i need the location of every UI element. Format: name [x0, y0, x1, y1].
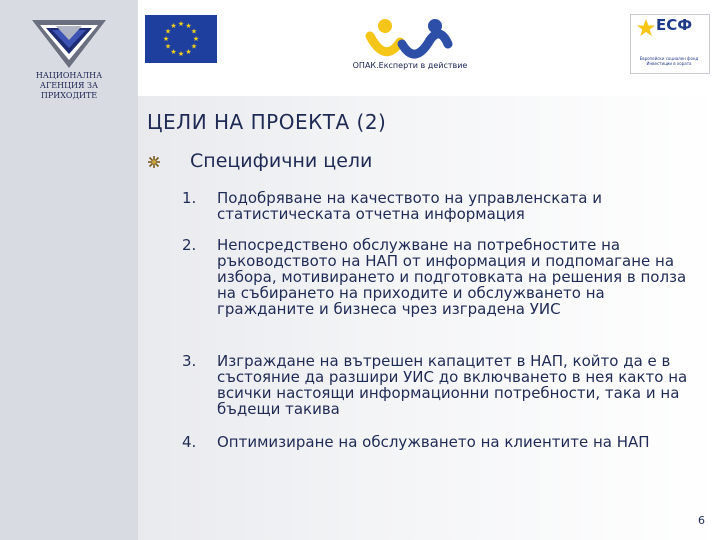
list-item-number: 4.	[182, 433, 197, 451]
asterisk-bullet-icon	[147, 155, 161, 169]
list-item-text: Изграждане на вътрешен капацитет в НАП, който да е в състояние да разшири УИС до включването в нея както на всички настоящи информационни потребности, така и на бъдещи такива	[217, 352, 688, 418]
opak-logo	[340, 14, 480, 80]
nap-logo	[30, 16, 108, 70]
list-item	[182, 434, 702, 450]
list-item-number: 1.	[182, 189, 197, 207]
esf-tagline-line-2: Инвестиции в хората	[646, 61, 692, 66]
list-item-text: Подобряване на качеството на управленската и статистическата отчетна информация	[217, 189, 603, 223]
list-item-number: 2.	[182, 236, 197, 254]
page-number: 6	[698, 514, 705, 527]
slide-subtitle: Специфични цели	[190, 150, 373, 172]
list-item-text: Оптимизиране на обслужването на клиентите на НАП	[217, 433, 650, 451]
svg-text:★: ★	[192, 35, 200, 43]
list-item-text: Непосредствено обслужване на потребностите на ръководството на НАП от информация и подпомагане на избора, мотивирането и подготовката на решения в полза на събирането на приходите и обслужването на гражданите и бизнеса чрез изградена УИС	[217, 236, 687, 318]
eu-flag-logo	[145, 15, 217, 63]
svg-text:★: ★	[170, 48, 177, 56]
esf-star-icon	[636, 18, 656, 38]
list-item	[182, 237, 702, 317]
opak-caption: ОПАК.Експерти в действие	[352, 61, 468, 70]
svg-text:★: ★	[185, 22, 192, 30]
agency-name-line-3: ПРИХОДИТЕ	[40, 91, 98, 100]
svg-text:★: ★	[164, 27, 172, 36]
agency-name	[24, 71, 114, 101]
svg-text:★: ★	[177, 50, 185, 58]
svg-text:★: ★	[177, 20, 185, 28]
svg-text:★: ★	[162, 35, 170, 43]
list-item-number: 3.	[182, 352, 197, 370]
list-item	[182, 353, 702, 417]
slide-title: ЦЕЛИ НА ПРОЕКТА (2)	[147, 110, 387, 134]
svg-text:★: ★	[170, 22, 177, 30]
agency-name-line-1: НАЦИОНАЛНА	[35, 71, 103, 80]
esf-tagline	[633, 56, 705, 66]
svg-text:★: ★	[185, 48, 192, 56]
svg-text:★: ★	[190, 42, 198, 51]
svg-text:★: ★	[190, 27, 198, 36]
agency-name-line-2: АГЕНЦИЯ ЗА	[39, 81, 99, 90]
esf-tagline-line-1: Европейски социален фонд	[639, 56, 699, 61]
svg-text:★: ★	[164, 42, 172, 51]
list-item	[182, 190, 702, 222]
esf-title: ЕСФ	[656, 16, 693, 34]
